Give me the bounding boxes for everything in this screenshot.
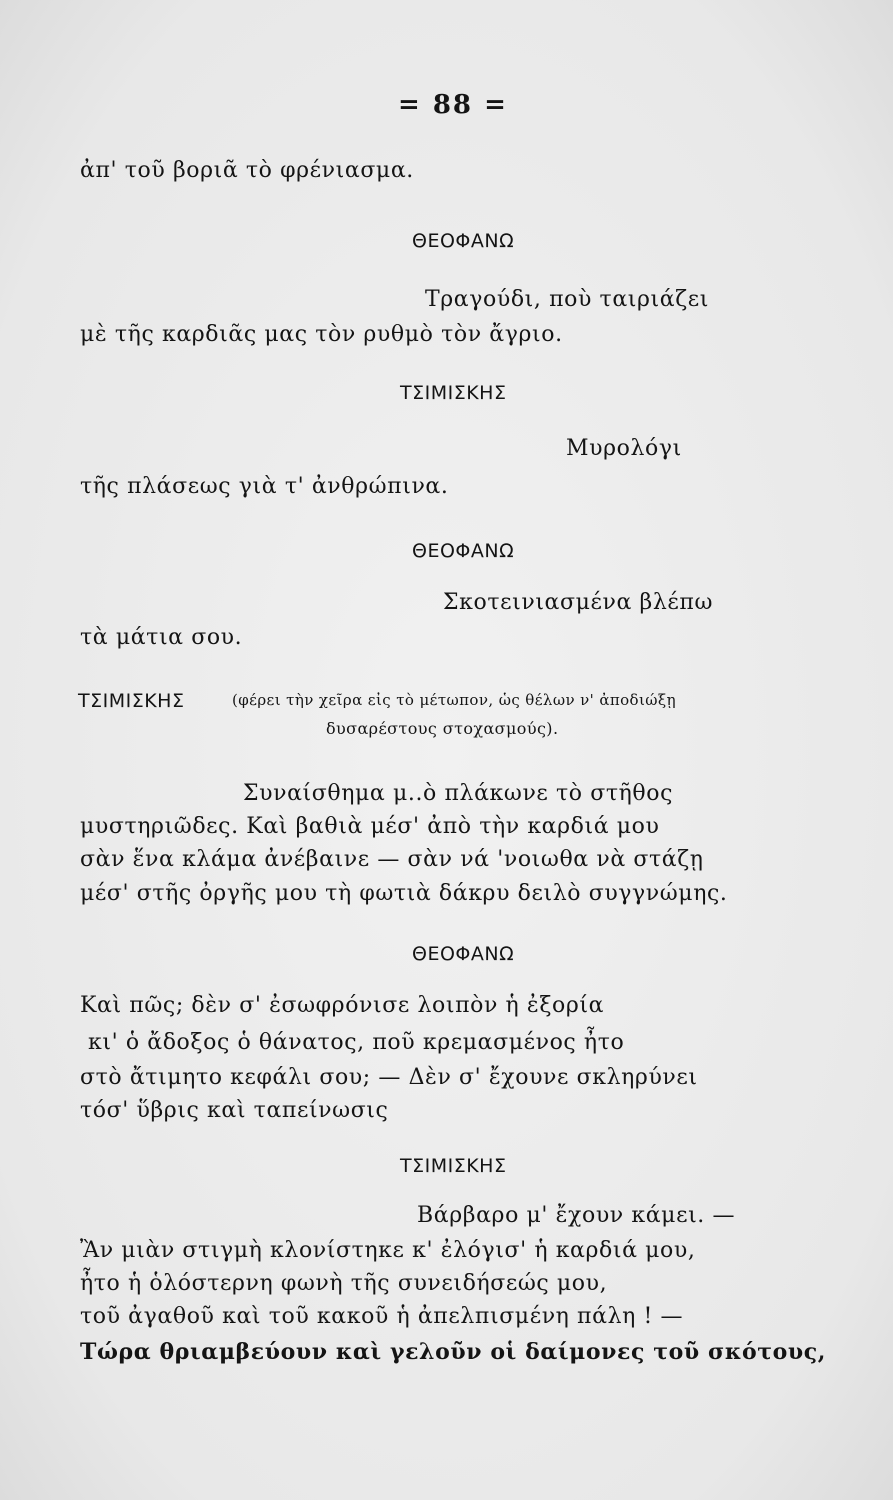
verse-line: Ἂν μιὰν στιγμὴ κλονίστηκε κ' ἐλόγισ' ἡ καρδιά μου, (80, 1238, 696, 1263)
speaker-name: ΘΕΟΦΑΝΩ (412, 230, 515, 252)
verse-line: Καὶ πῶς; δὲν σ' ἐσωφρόνισε λοιπὸν ἡ ἐξορία (80, 993, 605, 1018)
verse-line: μέσ' στῆς ὀργῆς μου τὴ φωτιὰ δάκρυ δειλὸ συγγνώμης. (80, 881, 728, 906)
verse-line: ἀπ' τοῦ βοριᾶ τὸ φρένιασμα. (80, 158, 414, 183)
speaker-name: ΘΕΟΦΑΝΩ (412, 943, 515, 965)
page-number: = 88 = (398, 90, 508, 120)
verse-line: Βάρβαρο μ' ἔχουν κάμει. — (417, 1203, 736, 1228)
verse-line: μὲ τῆς καρδιᾶς μας τὸν ρυθμὸ τὸν ἄγριο. (80, 322, 563, 347)
verse-line: τῆς πλάσεως γιὰ τ' ἀνθρώπινα. (80, 474, 449, 499)
speaker-name: ΘΕΟΦΑΝΩ (412, 540, 515, 562)
verse-line: σὰν ἕνα κλάμα ἀνέβαινε — σὰν νά 'νοιωθα νὰ στάζῃ (80, 847, 704, 872)
verse-line: Τραγούδι, ποὺ ταιριάζει (425, 287, 709, 312)
verse-line: τοῦ ἀγαθοῦ καὶ τοῦ κακοῦ ἡ ἀπελπισμένη πάλη ! — (80, 1304, 684, 1329)
stage-direction: (φέρει τὴν χεῖρα εἰς τὸ μέτωπον, ὡς θέλων ν' ἀποδιώξῃ (232, 691, 676, 709)
verse-line: μυστηριῶδες. Καὶ βαθιὰ μέσ' ἀπὸ τὴν καρδιά μου (80, 814, 660, 839)
verse-line: Μυρολόγι (566, 436, 682, 461)
speaker-name: ΤΣΙΜΙΣΚΗΣ (400, 1155, 507, 1177)
speaker-name: ΤΣΙΜΙΣΚΗΣ (400, 382, 507, 404)
verse-line: στὸ ἄτιμητο κεφάλι σου; — Δὲν σ' ἔχουνε σκληρύνει (80, 1065, 698, 1090)
verse-line: τόσ' ὕβρις καὶ ταπείνωσις (80, 1098, 389, 1123)
verse-line: Συναίσθημα μ..ὸ πλάκωνε τὸ στῆθος (243, 781, 674, 806)
verse-line: Τώρα θριαμβεύουν καὶ γελοῦν οἱ δαίμονες τοῦ σκότους, (80, 1339, 827, 1365)
verse-line: ἦτο ἡ ὁλόστερνη φωνὴ τῆς συνειδήσεώς μου, (80, 1271, 608, 1296)
speaker-name: ΤΣΙΜΙΣΚΗΣ (78, 690, 185, 712)
verse-line: Σκοτεινιασμένα βλέπω (443, 590, 713, 615)
verse-line: τὰ μάτια σου. (80, 625, 243, 650)
stage-direction: δυσαρέστους στοχασμούς). (326, 719, 559, 738)
verse-line: κι' ὁ ἄδοξος ὁ θάνατος, ποῦ κρεμασμένος ἦτο (88, 1030, 625, 1055)
